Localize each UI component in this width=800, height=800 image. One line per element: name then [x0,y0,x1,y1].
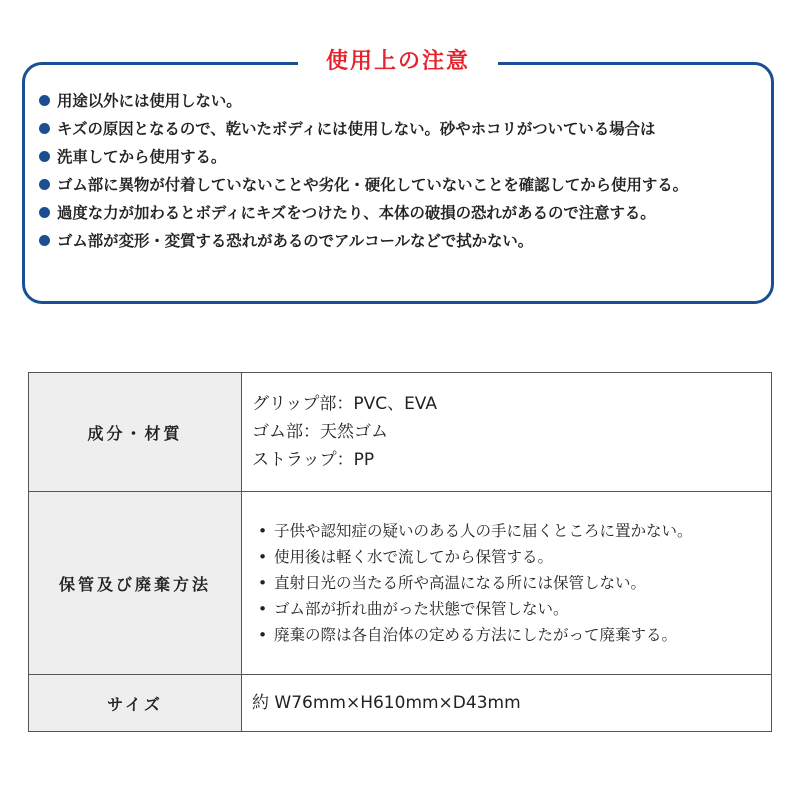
storage-item [256,596,761,622]
notice-item [39,171,769,199]
notice-item-text: ゴム部に異物が付着していないことや劣化・硬化していないことを確認してから使用する。 [57,176,689,194]
storage-label: 保管及び廃棄方法 [29,492,242,675]
notice-item-text: 洗車してから使用する。 [57,148,227,166]
bullet-icon [39,95,50,106]
material-label: 成分・材質 [29,373,242,492]
notice-item-text: 過度な力が加わるとボディにキズをつけたり、本体の破損の恐れがあるので注意する。 [57,204,656,222]
storage-item-text: 廃棄の際は各自治体の定める方法にしたがって廃棄する。 [274,626,678,644]
storage-list [252,518,761,648]
storage-item [256,622,761,648]
notice-item-text: ゴム部が変形・変質する恐れがあるのでアルコールなどで拭かない。 [57,232,534,250]
notice-item-text: キズの原因となるので、乾いたボディには使用しない。砂やホコリがついている場合は [57,120,656,138]
storage-row [29,492,772,675]
bullet-icon: • [258,548,268,566]
material-line: ゴム部：天然ゴム [252,422,388,442]
bullet-icon [39,179,50,190]
material-line: ストラップ：PP [252,450,375,470]
bullet-icon [39,235,50,246]
size-row [29,675,772,732]
storage-item [256,570,761,596]
bullet-icon [39,151,50,162]
size-value: 約 W76mm×H610mm×D43mm [242,675,772,732]
notice-item [39,199,769,227]
notice-box [22,49,774,304]
notice-item [39,115,769,143]
material-line: グリップ部：PVC、EVA [252,394,437,414]
bullet-icon: • [258,600,268,618]
notice-item-text: 用途以外には使用しない。 [57,92,242,110]
notice-item [39,143,769,171]
notice-item [39,227,769,255]
bullet-icon: • [258,626,268,644]
storage-item-text: 子供や認知症の疑いのある人の手に届くところに置かない。 [274,522,693,540]
spec-table [28,372,772,732]
storage-item-text: 直射日光の当たる所や高温になる所には保管しない。 [274,574,647,592]
bullet-icon: • [258,574,268,592]
notice-list [39,87,769,255]
material-row [29,373,772,492]
bullet-icon [39,207,50,218]
storage-item [256,518,761,544]
storage-item-text: 使用後は軽く水で流してから保管する。 [274,548,554,566]
bullet-icon [39,123,50,134]
notice-item [39,87,769,115]
storage-item-text: ゴム部が折れ曲がった状態で保管しない。 [274,600,569,618]
material-value [242,373,772,492]
storage-item [256,544,761,570]
storage-value [242,492,772,675]
size-label: サイズ [29,675,242,732]
notice-title: 使用上の注意 [298,45,498,79]
bullet-icon: • [258,522,268,540]
